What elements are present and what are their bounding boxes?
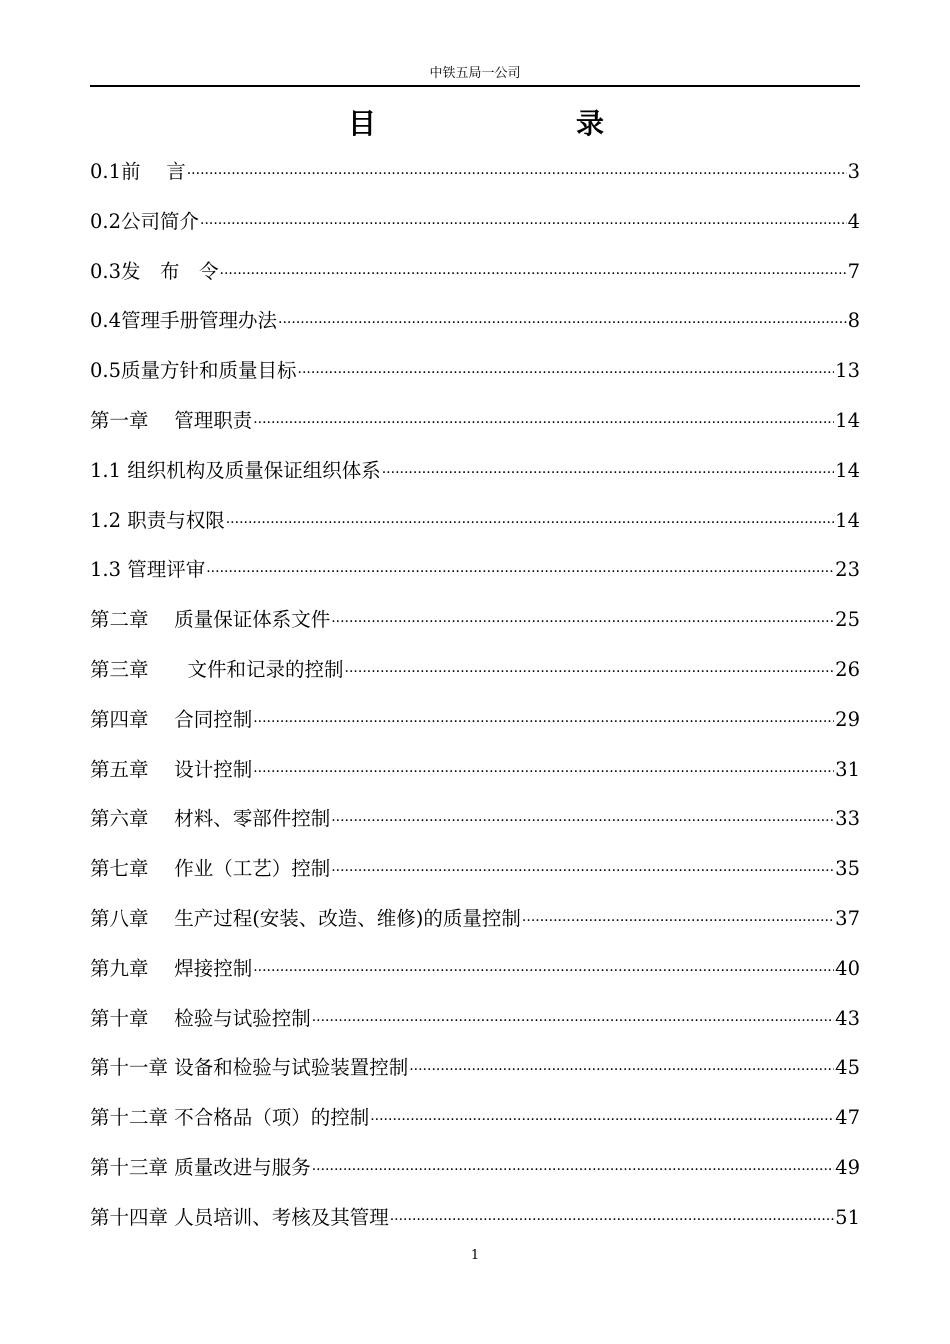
toc-entry-page: 13 xyxy=(835,359,860,383)
toc-entry-page: 14 xyxy=(835,408,860,432)
toc-entry-manual-management[interactable] xyxy=(90,304,860,354)
toc-entry-page: 14 xyxy=(835,458,860,482)
toc-leader-dots xyxy=(200,207,847,241)
toc-leader-dots xyxy=(187,157,847,191)
toc-entry-chapter-6[interactable] xyxy=(90,802,860,852)
toc-entry-label: 第十四章 人员培训、考核及其管理 xyxy=(90,1205,389,1229)
toc-entry-label: 第四章 合同控制 xyxy=(90,707,253,731)
toc-entry-label: 第二章 质量保证体系文件 xyxy=(90,608,331,632)
toc-entry-label: 0.3发 布 令 xyxy=(90,259,219,283)
toc-entry-page: 26 xyxy=(835,657,860,681)
toc-entry-page: 47 xyxy=(835,1106,860,1130)
page-number-footer: 1 xyxy=(470,1248,480,1263)
toc-entry-page: 43 xyxy=(835,1006,860,1030)
toc-entry-page: 31 xyxy=(835,757,860,781)
toc-entry-chapter-12[interactable] xyxy=(90,1101,860,1151)
toc-entry-label: 1.1 组织机构及质量保证组织体系 xyxy=(90,458,381,482)
toc-leader-dots xyxy=(312,1153,834,1187)
toc-leader-dots xyxy=(312,1004,834,1038)
toc-leader-dots xyxy=(253,954,834,988)
toc-entry-label: 第八章 生产过程(安装、改造、维修)的质量控制 xyxy=(90,906,521,930)
toc-entry-chapter-3[interactable] xyxy=(90,653,860,703)
page-header: 中铁五局一公司 xyxy=(429,66,521,81)
toc-entry-quality-policy[interactable] xyxy=(90,354,860,404)
toc-entry-page: 25 xyxy=(835,608,860,632)
toc-entry-chapter-4[interactable] xyxy=(90,703,860,753)
toc-entry-release-order[interactable] xyxy=(90,255,860,305)
toc-entry-label: 第七章 作业（工艺）控制 xyxy=(90,857,331,881)
toc-entry-label: 第六章 材料、零部件控制 xyxy=(90,807,331,831)
toc-entry-label: 第九章 焊接控制 xyxy=(90,956,253,980)
toc-entry-section-1-3[interactable] xyxy=(90,553,860,603)
toc-leader-dots xyxy=(206,555,834,589)
toc-entry-page: 14 xyxy=(835,508,860,532)
toc-entry-chapter-5[interactable] xyxy=(90,753,860,803)
toc-entry-chapter-8[interactable] xyxy=(90,902,860,952)
toc-entry-label: 第三章 文件和记录的控制 xyxy=(90,657,344,681)
toc-leader-dots xyxy=(331,854,834,888)
toc-entry-chapter-14[interactable] xyxy=(90,1201,860,1251)
toc-title-part2: 录 xyxy=(576,107,605,140)
toc-leader-dots xyxy=(298,356,835,390)
toc-entry-label: 0.5质量方针和质量目标 xyxy=(90,359,297,383)
toc-entry-page: 3 xyxy=(847,160,860,183)
toc-title-part1: 目 xyxy=(348,107,377,140)
toc-entry-page: 40 xyxy=(835,956,860,980)
toc-entry-page: 33 xyxy=(835,807,860,831)
toc-leader-dots xyxy=(331,605,834,639)
toc-entry-label: 第五章 设计控制 xyxy=(90,757,253,781)
toc-leader-dots xyxy=(331,804,834,838)
table-of-contents xyxy=(90,155,860,1251)
toc-leader-dots xyxy=(382,456,834,490)
toc-entry-company-profile[interactable] xyxy=(90,205,860,255)
toc-leader-dots xyxy=(253,406,834,440)
toc-entry-page: 4 xyxy=(847,209,860,233)
toc-entry-label: 0.4管理手册管理办法 xyxy=(90,309,278,333)
toc-entry-label: 0.2公司简介 xyxy=(90,209,200,233)
toc-title xyxy=(90,104,860,144)
toc-entry-chapter-1[interactable] xyxy=(90,404,860,454)
toc-entry-label: 0.1前 言 xyxy=(90,160,186,183)
toc-entry-page: 49 xyxy=(835,1155,860,1179)
toc-entry-page: 8 xyxy=(847,309,860,333)
toc-entry-label: 1.2 职责与权限 xyxy=(90,508,225,532)
toc-entry-page: 23 xyxy=(835,558,860,582)
toc-entry-section-1-1[interactable] xyxy=(90,454,860,504)
toc-entry-label: 第十章 检验与试验控制 xyxy=(90,1006,311,1030)
toc-leader-dots xyxy=(253,705,834,739)
toc-entry-page: 45 xyxy=(835,1056,860,1080)
toc-leader-dots xyxy=(390,1203,834,1237)
toc-entry-chapter-13[interactable] xyxy=(90,1151,860,1201)
toc-entry-page: 7 xyxy=(847,259,860,283)
toc-leader-dots xyxy=(278,306,847,340)
toc-entry-chapter-9[interactable] xyxy=(90,952,860,1002)
toc-entry-label: 第一章 管理职责 xyxy=(90,408,253,432)
toc-entry-label: 1.3 管理评审 xyxy=(90,558,206,582)
toc-entry-page: 35 xyxy=(835,857,860,881)
toc-leader-dots xyxy=(253,755,834,789)
toc-leader-dots xyxy=(370,1103,834,1137)
toc-leader-dots xyxy=(220,257,847,291)
toc-entry-label: 第十三章 质量改进与服务 xyxy=(90,1155,311,1179)
toc-leader-dots xyxy=(409,1053,834,1087)
toc-entry-label: 第十二章 不合格品（项）的控制 xyxy=(90,1106,370,1130)
toc-entry-page: 37 xyxy=(835,906,860,930)
toc-entry-chapter-2[interactable] xyxy=(90,603,860,653)
toc-entry-page: 51 xyxy=(835,1205,860,1229)
toc-leader-dots xyxy=(345,655,835,689)
toc-entry-chapter-10[interactable] xyxy=(90,1002,860,1052)
toc-entry-chapter-7[interactable] xyxy=(90,852,860,902)
toc-entry-preface[interactable] xyxy=(90,155,860,205)
toc-leader-dots xyxy=(522,904,834,938)
toc-entry-label: 第十一章 设备和检验与试验装置控制 xyxy=(90,1056,409,1080)
toc-leader-dots xyxy=(226,506,834,540)
toc-entry-section-1-2[interactable] xyxy=(90,504,860,554)
header-rule xyxy=(90,85,860,87)
toc-entry-page: 29 xyxy=(835,707,860,731)
toc-entry-chapter-11[interactable] xyxy=(90,1051,860,1101)
